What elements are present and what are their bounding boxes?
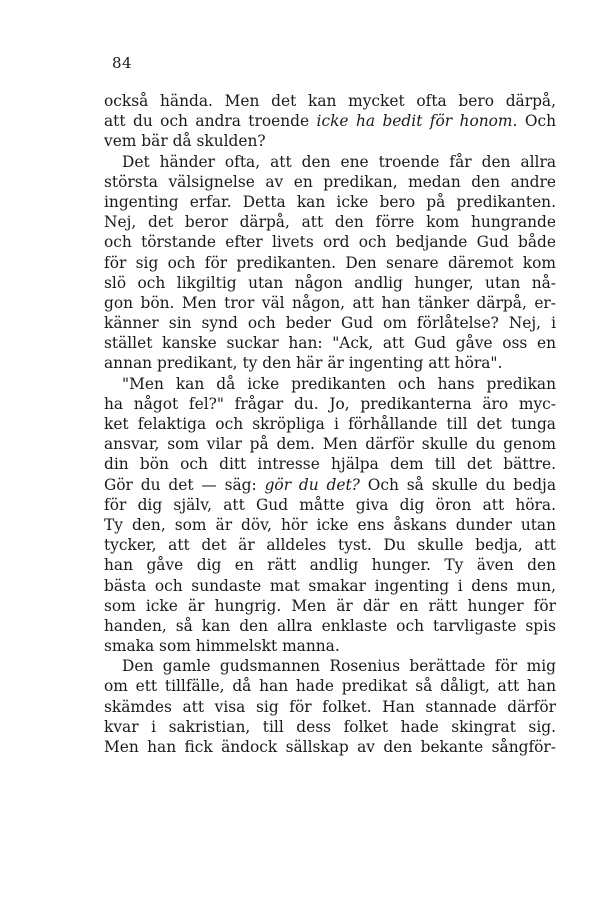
text-line: för sig och för predikanten. Den senare däremot kom (104, 253, 556, 272)
text-segment: Och så skulle du bedja (359, 475, 556, 494)
text-line: ansvar, som vilar på dem. Men därför skulle du genom (104, 435, 556, 454)
text-segment: Gör du det — säg: (104, 475, 265, 494)
text-line: för dig själv, att Gud måtte giva dig öron att höra. (104, 495, 556, 514)
text-line: ingenting erfar. Detta kan icke bero på predikanten. (104, 192, 556, 211)
text-line: smaka som himmelskt manna. (104, 637, 340, 656)
text-line: tycker, att det är alldeles tyst. Du skulle bedja, att (104, 536, 556, 555)
text-line: stället kanske suckar han: "Ack, att Gud gåve oss en (104, 334, 556, 353)
emphasis-text: gör du det? (264, 475, 360, 494)
text-line (104, 111, 556, 131)
text-segment: Och (517, 112, 556, 131)
text-line: annan predikant, ty den här är ingenting att höra". (104, 354, 503, 373)
text-line: handen, så kan den allra enklaste och tarvligaste spis (104, 616, 556, 635)
page-number: 84 (112, 54, 133, 72)
text-line: ha något fel?" frågar du. Jo, predikanterna äro myc- (104, 394, 556, 413)
text-line: han gåve dig en rätt andlig hunger. Ty även den (104, 556, 556, 575)
text-line: känner sin synd och beder Gud om förlåtelse? Nej, i (104, 314, 556, 333)
text-line (104, 475, 556, 495)
text-line: "Men kan då icke predikanten och hans predikan (122, 374, 556, 393)
text-line: Den gamle gudsmannen Rosenius berättade för mig (122, 657, 556, 676)
text-line: också hända. Men det kan mycket ofta bero därpå, (104, 92, 556, 110)
text-line: Nej, det beror därpå, att den förre kom hungrande (104, 213, 556, 232)
text-line: gon bön. Men tror väl någon, att han tänker därpå, er- (104, 293, 556, 312)
text-line: ket felaktiga och skröpliga i förhållande till det tunga (104, 415, 556, 433)
text-line: och törstande efter livets ord och bedjande Gud både (104, 233, 556, 252)
text-line: bästa och sundaste mat smakar ingenting i dens mun, (104, 576, 556, 595)
emphasis-text: icke ha bedit för honom. (316, 112, 518, 131)
text-line: om ett tillfälle, då han hade predikat så dåligt, att han (104, 677, 556, 696)
text-segment: att du och andra troende (104, 112, 317, 131)
text-line: din bön och ditt intresse hjälpa dem till det bättre. (104, 455, 556, 474)
text-line: som icke är hungrig. Men är där en rätt hunger för (104, 596, 556, 615)
text-line: Det händer ofta, att den ene troende får den allra (122, 152, 556, 171)
text-line: kvar i sakristian, till dess folket hade skingrat sig. (104, 717, 556, 736)
text-line: vem bär då skulden? (104, 132, 266, 151)
text-line: slö och likgiltig utan någon andlig hunger, utan nå- (104, 273, 556, 292)
text-line: skämdes att visa sig för folket. Han stannade därför (104, 697, 556, 716)
text-line: Men han fick ändock sällskap av den bekante sångför- (104, 738, 556, 756)
text-line: största välsignelse av en predikan, medan den andre (104, 172, 556, 191)
body-text (104, 91, 556, 757)
text-line: Ty den, som är döv, hör icke ens åskans dunder utan (104, 515, 556, 534)
